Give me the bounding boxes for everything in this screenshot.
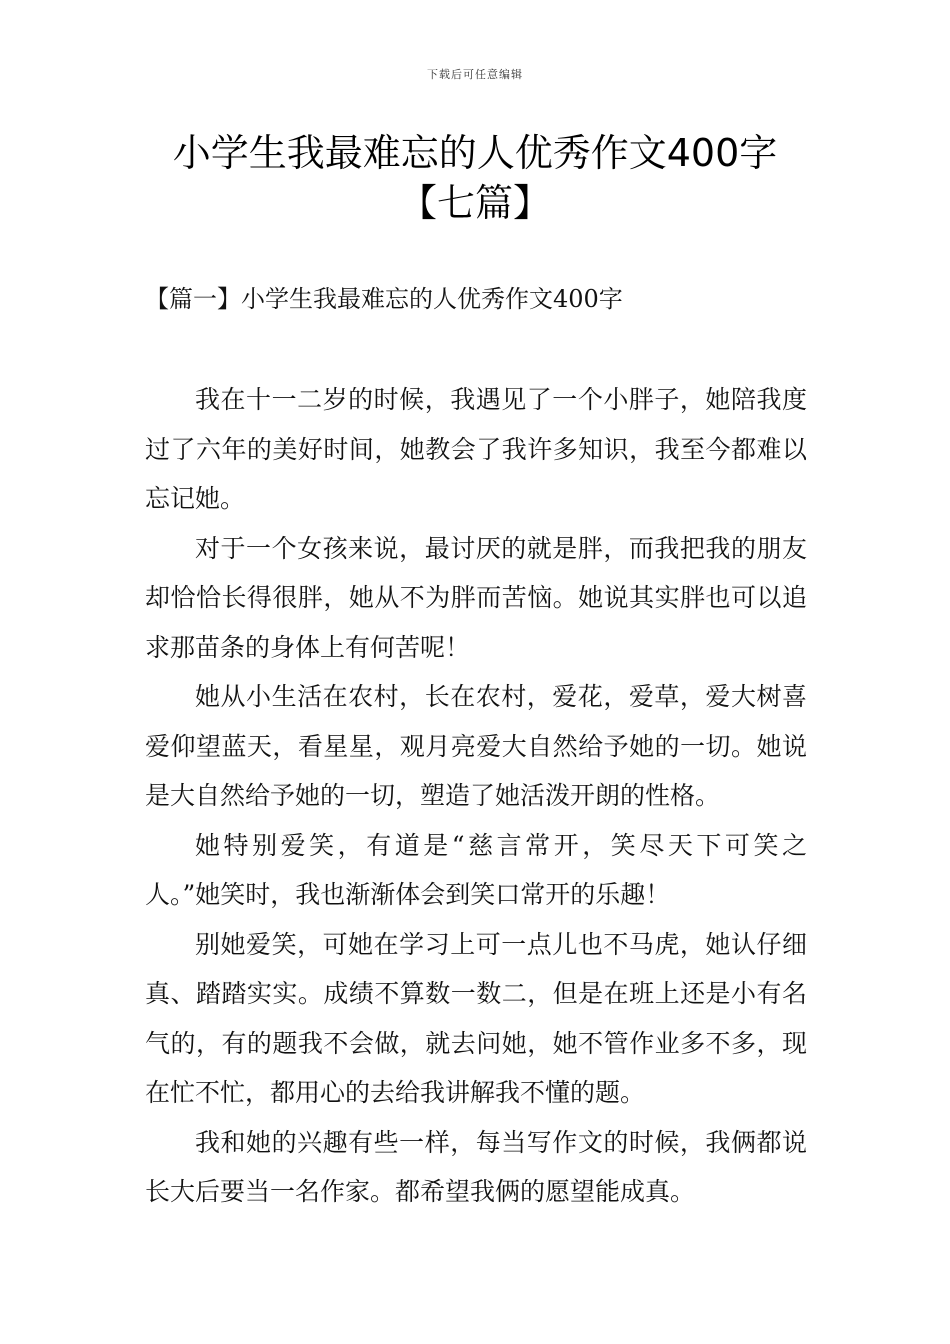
paragraph: 对于一个女孩来说，最讨厌的就是胖，而我把我的朋友却恰恰长得很胖，她从不为胖而苦恼。她说其实胖也可以追求那苗条的身体上有何苦呢！ xyxy=(145,533,807,662)
header-note: 下载后可任意编辑 xyxy=(427,68,523,81)
paragraph: 别她爱笑，可她在学习上可一点儿也不马虎，她认仔细真、踏踏实实。成绩不算数一数二，但是在班上还是小有名气的，有的题我不会做，就去问她，她不管作业多不多，现在忙不忙，都用心的去给我讲解我不懂的题。 xyxy=(145,929,807,1107)
paragraph: 她特别爱笑，有道是“慈言常开，笑尽天下可笑之人。”她笑时，我也渐渐体会到笑口常开的乐趣！ xyxy=(145,830,807,909)
paragraph: 她从小生活在农村，长在农村，爱花，爱草，爱大树喜爱仰望蓝天，看星星，观月亮爱大自然给予她的一切。她说是大自然给予她的一切，塑造了她活泼开朗的性格。 xyxy=(145,682,807,810)
section-heading: 【篇一】小学生我最难忘的人优秀作文400字 xyxy=(145,285,623,313)
paragraph: 我在十一二岁的时候，我遇见了一个小胖子，她陪我度过了六年的美好时间，她教会了我许多知识，我至今都难以忘记她。 xyxy=(145,385,807,513)
paragraph: 我和她的兴趣有些一样，每当写作文的时候，我俩都说长大后要当一名作家。都希望我俩的愿望能成真。 xyxy=(145,1127,807,1206)
article-body xyxy=(145,375,807,1217)
document-title: 小学生我最难忘的人优秀作文400字【七篇】 xyxy=(172,131,778,225)
